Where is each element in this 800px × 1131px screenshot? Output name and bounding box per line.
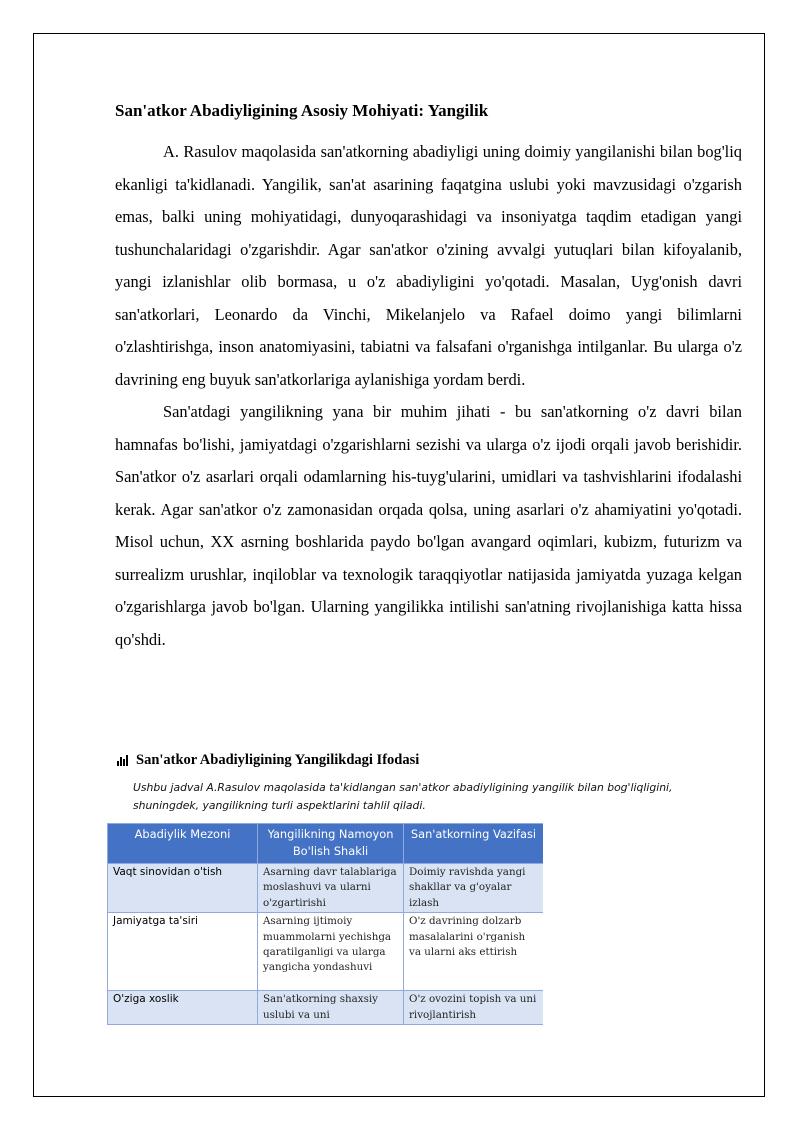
table-container <box>107 823 543 1039</box>
paragraph-2: San'atdagi yangilikning yana bir muhim jihati - bu san'atkorning o'z davri bilan hamnafas bo'lishi, jamiyatdagi o'zgarishlarni sezishi va ularga o'z ijodi orqali javob berishidir. San'atkor o'z asarlari orqali odamlarning his-tuyg'ularini, umidlari va tashvishlarini ifodalashi kerak. Agar san'atkor o'z zamonasidan orqada qolsa, uning asarlari o'z ahamiyatini yo'qotadi. Misol uchun, XX asrning boshlarida paydo bo'lgan avangard oqimlari, kubizm, futurizm va surrealizm urushlar, inqiloblar va texnologik taraqqiyotlar natijasida jamiyatda yuzaga kelgan o'zgarishlarga javob bo'lgan. Ularning yangilikka intilishi san'atning rivojlanishiga katta hissa qo'shdi. <box>115 402 742 649</box>
table-title-text: San'atkor Abadiyligining Yangilikdagi Ifodasi <box>136 752 420 768</box>
table-cell: Asarning ijtimoiy muammolarni yechishga qaratilganligi va ularga yangicha yondashuvi <box>258 913 404 991</box>
paragraph-1: A. Rasulov maqolasida san'atkorning abadiyligi uning doimiy yangilanishi bilan bog'liq ekanligi ta'kidlanadi. Yangilik, san'at asarining faqatgina uslubi yoki mavzusidagi o'zgarish emas, balki uning mohiyatidagi, dunyoqarashidagi va insoniyatga taqdim etadigan yangi tushunchalaridagi o'zgarishdir. Agar san'atkor o'zining avvalgi yutuqlari bilan kifoyalanib, yangi izlanishlar olib bormasa, u o'z abadiyligini yo'qotadi. Masalan, Uyg'onish davri san'atkorlari, Leonardo da Vinchi, Mikelanjelo va Rafael doimo yangi bilimlarni o'zlashtirishga, inson anatomiyasini, tabiatni va falsafani o'rganishga intilganlar. Bu ularga o'z davrining eng buyuk san'atkorlariga aylanishiga yordam berdi. <box>115 142 742 389</box>
table-cell: San'atkorning shaxsiy uslubi va uni <box>258 991 404 1025</box>
table-cell: Jamiyatga ta'siri <box>108 913 258 991</box>
table-row <box>108 991 544 1025</box>
table-cell: Asarning davr talablariga moslashuvi va ularni o'zgartirishi <box>258 864 404 913</box>
table-header-row <box>108 824 544 864</box>
table-cell: Doimiy ravishda yangi shakllar va g'oyalar izlash <box>404 864 544 913</box>
section-heading: San'atkor Abadiyligining Asosiy Mohiyati: Yangilik <box>115 101 489 120</box>
table-cell: Vaqt sinovidan o'tish <box>108 864 258 913</box>
table-title <box>117 752 419 769</box>
table-cell: O'ziga xoslik <box>108 991 258 1025</box>
table-header-cell: Yangilikning Namoyon Bo'lish Shakli <box>258 824 404 864</box>
data-table <box>107 823 543 1025</box>
document-body <box>115 100 742 656</box>
table-caption: Ushbu jadval A.Rasulov maqolasida ta'kidlangan san'atkor abadiyligining yangilik bilan bog'liqligini, shuningdek, yangilikning turli aspektlarini tahlil qiladi. <box>133 781 673 812</box>
table-row <box>108 913 544 991</box>
table-header-cell: San'atkorning Vazifasi <box>404 824 544 864</box>
bar-chart-icon <box>117 755 129 766</box>
table-row <box>108 864 544 913</box>
table-header-cell: Abadiylik Mezoni <box>108 824 258 864</box>
table-cell: O'z davrining dolzarb masalalarini o'rganish va ularni aks ettirish <box>404 913 544 991</box>
table-cell: O'z ovozini topish va uni rivojlantirish <box>404 991 544 1025</box>
